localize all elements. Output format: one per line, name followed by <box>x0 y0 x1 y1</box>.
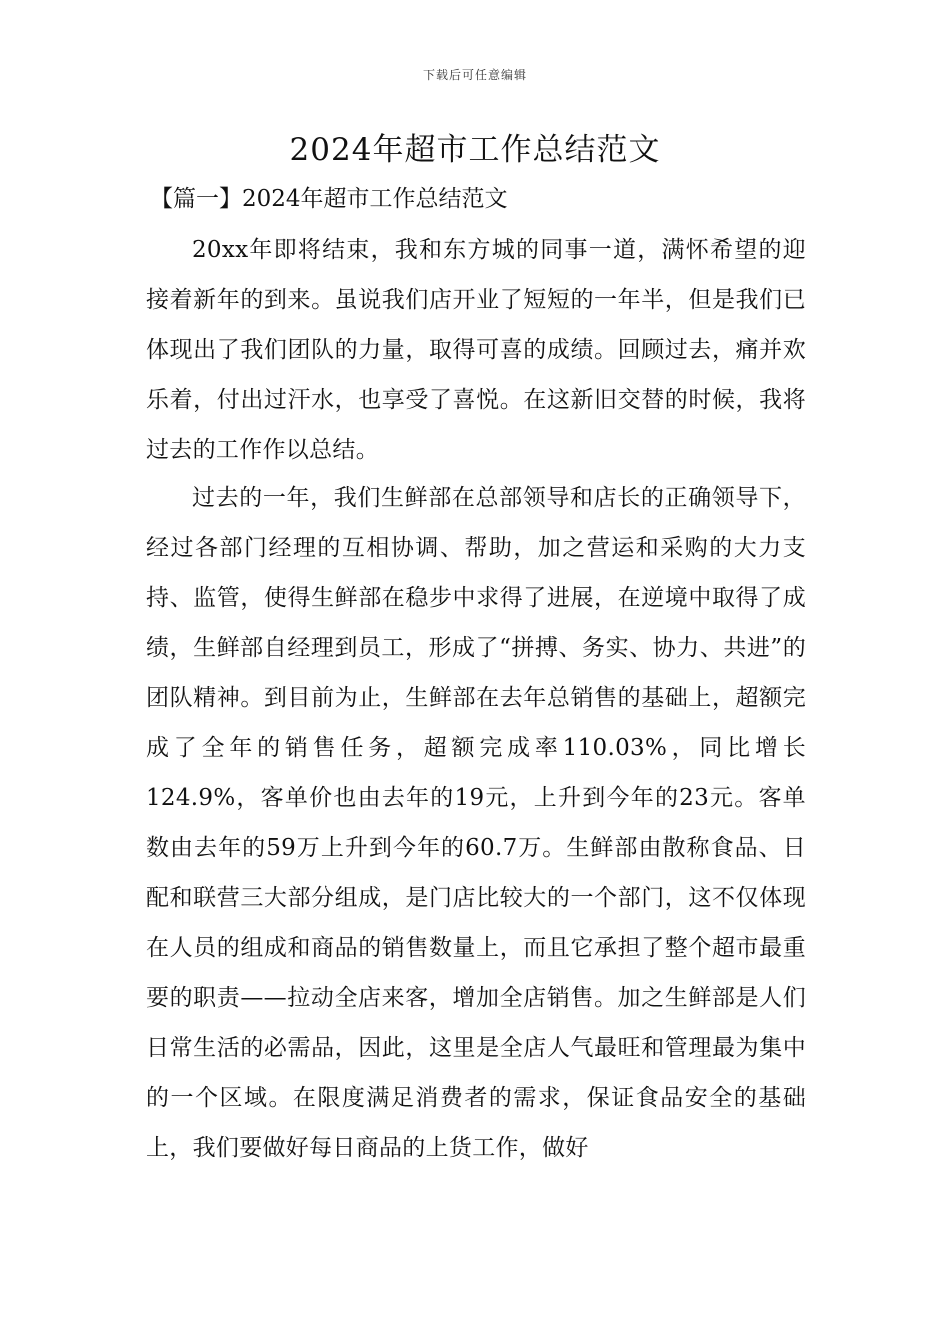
section-heading: 【篇一】2024年超市工作总结范文 <box>150 186 508 212</box>
body-paragraph: 20xx年即将结束，我和东方城的同事一道，满怀希望的迎接着新年的到来。虽说我们店开业了短短的一年半，但是我们已体现出了我们团队的力量，取得可喜的成绩。回顾过去，痛并欢乐着，付出过汗水，也享受了喜悦。在这新旧交替的时候，我将过去的工作作以总结。 <box>146 237 806 463</box>
body-paragraph: 过去的一年，我们生鲜部在总部领导和店长的正确领导下，经过各部门经理的互相协调、帮助，加之营运和采购的大力支持、监管，使得生鲜部在稳步中求得了进展，在逆境中取得了成绩，生鲜部自经理到员工，形成了“拼搏、务实、协力、共进”的团队精神。到目前为止，生鲜部在去年总销售的基础上，超额完成了全年的销售任务，超额完成率110.03%，同比增长124.9%，客单价也由去年的19元，上升到今年的23元。客单数由去年的59万上升到今年的60.7万。生鲜部由散称食品、日配和联营三大部分组成，是门店比较大的一个部门，这不仅体现在人员的组成和商品的销售数量上，而且它承担了整个超市最重要的职责——拉动全店来客，增加全店销售。加之生鲜部是人们日常生活的必需品，因此，这里是全店人气最旺和管理最为集中的一个区域。在限度满足消费者的需求，保证食品安全的基础上，我们要做好每日商品的上货工作，做好 <box>146 485 806 1161</box>
paragraph-2-block <box>146 473 806 1173</box>
header-note: 下载后可任意编辑 <box>422 68 527 82</box>
paragraph-1-block <box>146 225 806 475</box>
document-title: 2024年超市工作总结范文 <box>289 132 661 168</box>
